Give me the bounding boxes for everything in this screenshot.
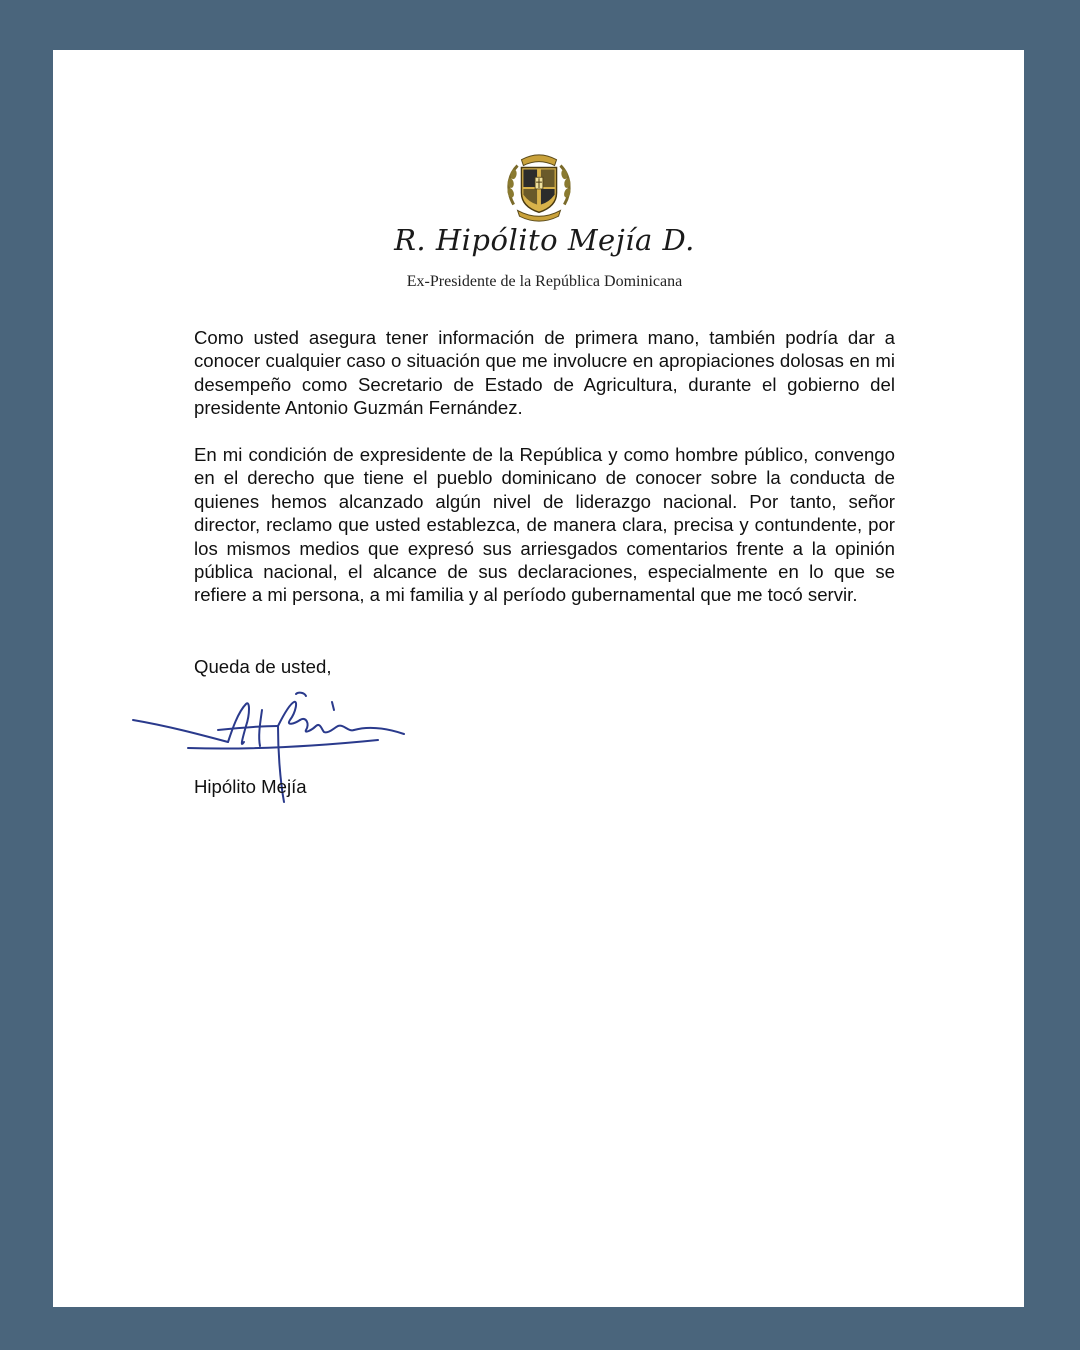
sender-name: R. Hipólito Mejía D. — [394, 223, 695, 257]
letter-body — [194, 326, 895, 630]
paragraph-2: En mi condición de expresidente de la República y como hombre público, convengo en el derecho que tiene el pueblo dominicano de conocer sobre la conducta de quienes hemos alcanzado algún nivel de liderazgo nacional. Por tanto, señor director, reclamo que usted establezca, de manera clara, precisa y contundente, por los mismos medios que expresó sus arriesgados comentarios frente a la opinión pública nacional, el alcance de sus declaraciones, especialmente en lo que se refiere a mi persona, a mi familia y al período gubernamental que me tocó servir. — [194, 444, 895, 606]
letter-page — [53, 50, 1024, 1307]
letterhead — [53, 148, 1024, 226]
signer-name: Hipólito Mejía — [194, 776, 307, 797]
closing-salutation: Queda de usted, — [194, 656, 332, 677]
coat-of-arms-icon — [500, 148, 578, 226]
paragraph-1: Como usted asegura tener información de primera mano, también podría dar a conocer cualquier caso o situación que me involucre en apropiaciones dolosas en mi desempeño como Secretario de Estado de Agricultura, durante el gobierno del presidente Antonio Guzmán Fernández. — [194, 327, 895, 419]
sender-title: Ex-Presidente de la República Dominicana — [406, 273, 683, 290]
